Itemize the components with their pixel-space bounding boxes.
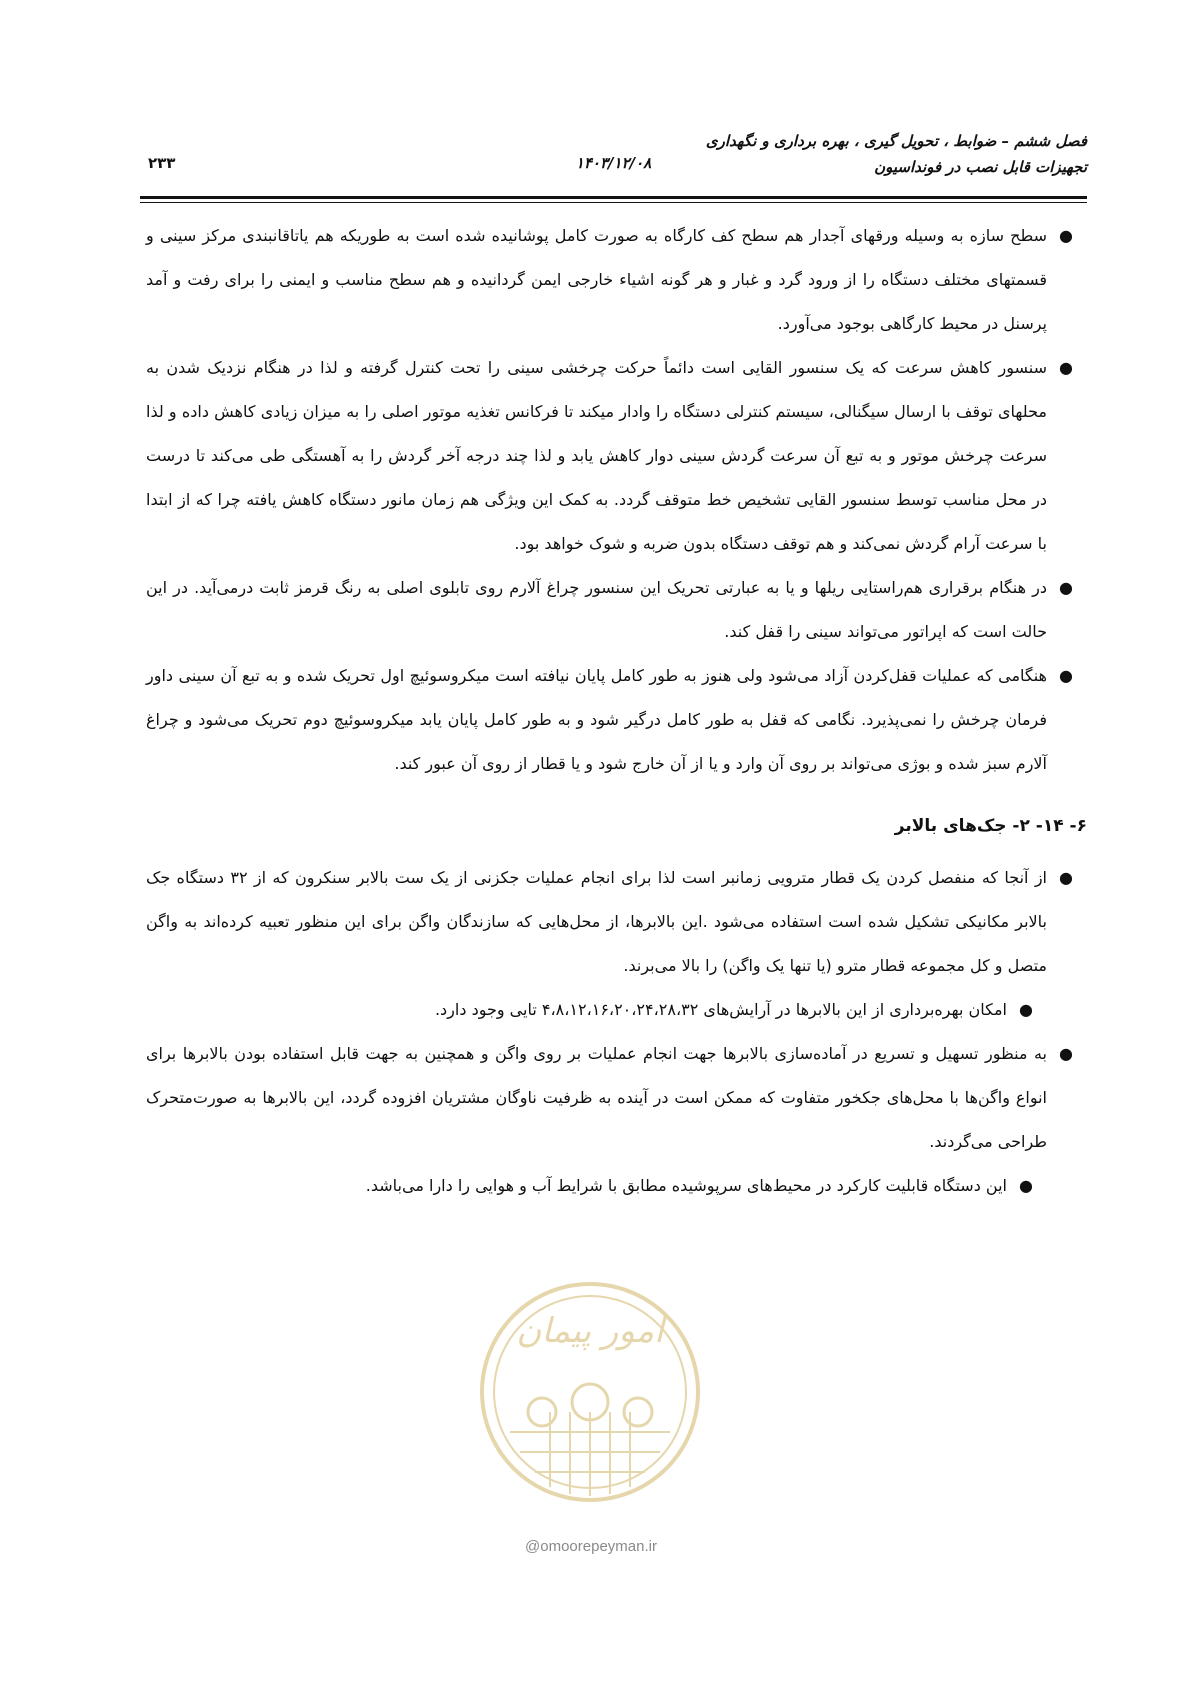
header-rule-thick: [140, 196, 1087, 199]
list-item: [146, 1164, 1087, 1208]
bullet-list-1: [146, 214, 1087, 786]
list-item: [146, 214, 1087, 346]
list-item-text: به منظور تسهیل و تسریع در آماده‌سازی بالابرها جهت انجام عملیات بر روی واگن و همچنین به جهت قابل استفاده بودن بالابرها برای انواع واگن‌ها با محل‌های جکخور متفاوت که ممکن است در آینده به ظرفیت ناوگان مشتریان افزوده گردد، این بالابرها به صورت‌متحرک طراحی می‌گردند.: [146, 1044, 1047, 1151]
list-item: [146, 566, 1087, 654]
list-item: [146, 1032, 1087, 1164]
list-item-text: هنگامی که عملیات قفل‌کردن آزاد می‌شود ولی هنوز به طور کامل پایان نیافته است میکروسوئیچ اول تحریک شده و به تبع آن سینی داور فرمان چرخش را نمی‌پذیرد. نگامی که قفل به طور کامل درگیر شود و به طور کامل پایان یابد میکروسوئیچ دوم تحریک می‌شود و چراغ آلارم سبز شده و بوژی می‌تواند بر روی آن وارد و یا از آن خارج شود و یا قطار از روی آن عبور کند.: [146, 666, 1047, 773]
list-item: [146, 856, 1087, 988]
page-body: [146, 214, 1087, 1208]
scales-icon: [528, 1398, 556, 1426]
header-date: ۱۴۰۳/۱۲/۰۸: [575, 154, 652, 172]
list-item-text: سنسور کاهش سرعت که یک سنسور القایی است دائماً حرکت چرخشی سینی را تحت کنترل گرفته و لذا در هنگام نزدیک شدن به محلهای توقف با ارسال سیگنالی، سیستم کنترلی دستگاه را وادار میکند تا فرکانس تغذیه موتور اصلی را به میزان زیادی کاهش داده و لذا سرعت چرخش موتور و به تبع آن سرعت گردش سینی دوار کاهش یابد و لذا چند درجه آخر گردش را به آهستگی طی می‌کند تا درست در محل مناسب توسط سنسور القایی تشخیص خط متوقف گردد. به کمک این ویژگی هم زمان مانور دستگاه کاهش یافته چرا که از ابتدا با سرعت آرام گردش نمی‌کند و هم توقف دستگاه بدون ضربه و شوک خواهد بود.: [146, 358, 1047, 553]
section-heading: ۶- ۱۴- ۲- جک‌های بالابر: [894, 816, 1087, 836]
watermark-logo: [470, 1262, 710, 1532]
list-item-text: سطح سازه به وسیله ورقهای آجدار هم سطح کف کارگاه به صورت کامل پوشانیده شده است به طوریکه هم یاتاقانبندی مرکز سینی و قسمتهای مختلف دستگاه را از ورود گرد و غبار و هر گونه اشیاء خارجی ایمن گردانیده و هم سطح مناسب و ایمنی را برای رفت و آمد پرسنل در محیط کارگاهی بوجود می‌آورد.: [146, 226, 1047, 333]
page-header: [140, 128, 1087, 204]
list-item-text: امکان بهره‌برداری از این بالابرها در آرایش‌های ۴،۸،۱۲،۱۶،۲۰،۲۴،۲۸،۳۲ تایی وجود دارد.: [434, 1000, 1007, 1019]
bullet-icon: ●: [1059, 1044, 1073, 1063]
bullet-icon: ●: [1019, 1176, 1033, 1195]
watermark-url: @omoorepeyman.ir: [525, 1538, 657, 1555]
chapter-title: فصل ششم – ضوابط ، تحویل گیری ، بهره برداری و نگهداری: [705, 132, 1087, 150]
logo-text: امور پیمان: [516, 1311, 664, 1351]
bullet-list-2: [146, 856, 1087, 1208]
header-rule-thin: [140, 202, 1087, 203]
bullet-icon: ●: [1059, 666, 1073, 685]
list-item-text: از آنجا که منفصل کردن یک قطار مترویی زمانبر است لذا برای انجام عملیات جکزنی از یک ست بالابر سنکرون که از ۳۲ دستگاه جک بالابر مکانیکی تشکیل شده است استفاده می‌شود .این بالابرها، از محل‌هایی که سازندگان واگن برای این منظور تعبیه کرده‌اند به واگن متصل و کل مجموعه قطار مترو (یا تنها یک واگن) را بالا می‌برند.: [146, 868, 1047, 975]
list-item: [146, 654, 1087, 786]
list-item: [146, 346, 1087, 566]
list-item-text: این دستگاه قابلیت کارکرد در محیط‌های سرپوشیده مطابق با شرایط آب و هوایی را دارا می‌باشد.: [365, 1176, 1007, 1195]
page-number: ۲۳۳: [148, 154, 176, 172]
tools-icon: [624, 1398, 652, 1426]
bullet-icon: ●: [1059, 578, 1073, 597]
bullet-icon: ●: [1059, 358, 1073, 377]
bullet-icon: ●: [1059, 868, 1073, 887]
section-subtitle: تجهیزات قابل نصب در فونداسیون: [874, 158, 1087, 176]
list-item-text: در هنگام برقراری هم‌راستایی ریلها و یا به عبارتی تحریک این سنسور چراغ آلارم روی تابلوی اصلی به رنگ قرمز ثابت درمی‌آید. در این حالت است که اپراتور می‌تواند سینی را قفل کند.: [146, 578, 1047, 641]
bullet-icon: ●: [1019, 1000, 1033, 1019]
list-item: [146, 988, 1087, 1032]
bullet-icon: ●: [1059, 226, 1073, 245]
